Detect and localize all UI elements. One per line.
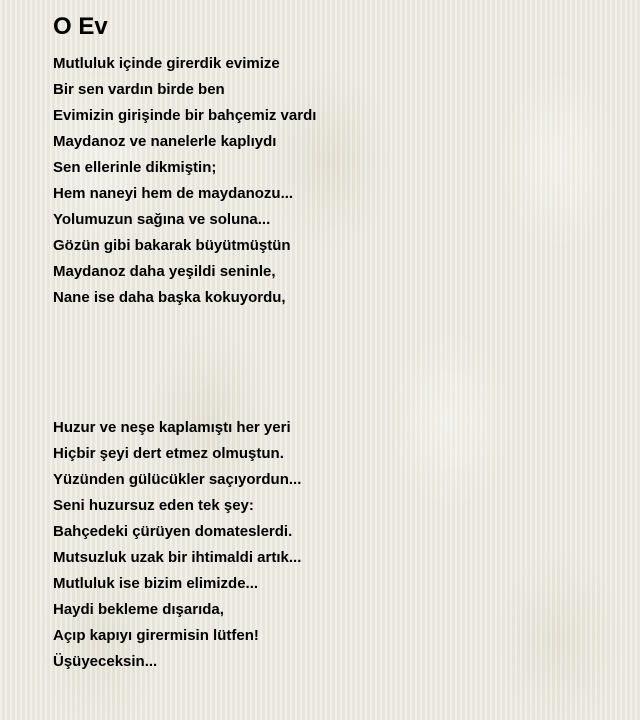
poem-line: Haydi bekleme dışarıda, [53, 601, 224, 618]
poem-line: Bir sen vardın birde ben [53, 81, 225, 98]
poem-line: Evimizin girişinde bir bahçemiz vardı [53, 107, 317, 124]
poem-page [53, 12, 613, 675]
poem-title: O Ev [53, 13, 108, 40]
poem-line: Üşüyeceksin... [53, 653, 158, 670]
poem-line: Gözün gibi bakarak büyütmüştün [53, 237, 291, 254]
poem-line: Bahçedeki çürüyen domateslerdi. [53, 523, 293, 540]
poem-line: Maydanoz ve nanelerle kaplıydı [53, 133, 277, 150]
poem-line: Mutsuzluk uzak bir ihtimaldi artık... [53, 549, 302, 566]
poem-line: Mutluluk ise bizim elimizde... [53, 575, 259, 592]
poem-line: Yolumuzun sağına ve soluna... [53, 211, 271, 228]
poem-line: Hem naneyi hem de maydanozu... [53, 185, 294, 202]
poem-line: Seni huzursuz eden tek şey: [53, 497, 254, 514]
poem-line: Maydanoz daha yeşildi seninle, [53, 263, 276, 280]
stanza-spacer [53, 311, 613, 415]
poem-line: Nane ise daha başka kokuyordu, [53, 289, 286, 306]
stanza-2 [53, 415, 613, 675]
poem-line: Yüzünden gülücükler saçıyordun... [53, 471, 302, 488]
stanza-1 [53, 51, 613, 311]
poem-line: Hiçbir şeyi dert etmez olmuştun. [53, 445, 284, 462]
poem-line: Mutluluk içinde girerdik evimize [53, 55, 280, 72]
poem-line: Açıp kapıyı girermisin lütfen! [53, 627, 259, 644]
poem-line: Sen ellerinle dikmiştin; [53, 159, 217, 176]
poem-line: Huzur ve neşe kaplamıştı her yeri [53, 419, 291, 436]
